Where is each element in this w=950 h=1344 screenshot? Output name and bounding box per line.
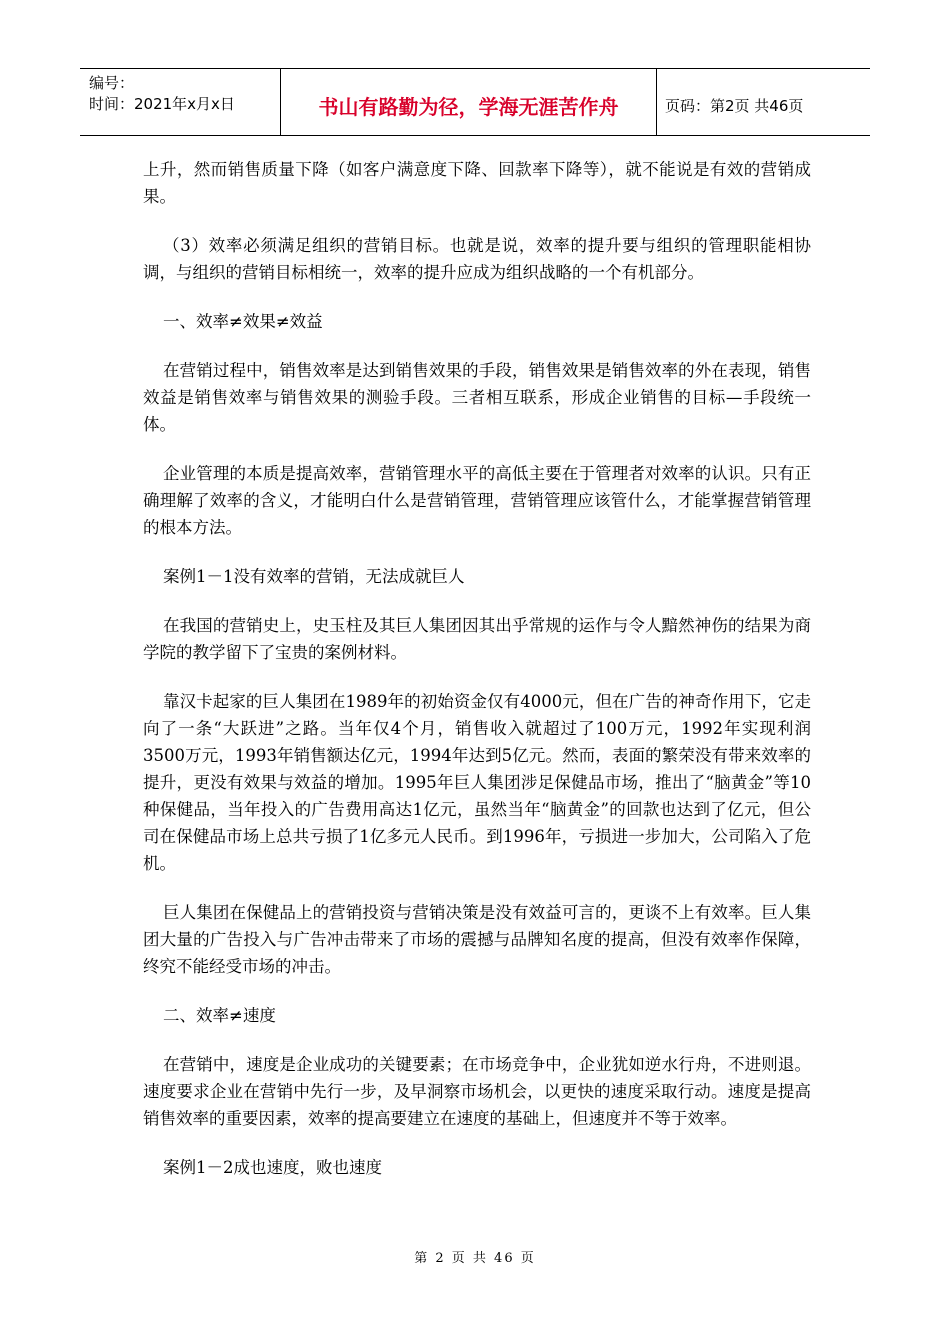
header-page-info: 页码：第2页 共46页 <box>665 96 804 115</box>
case-heading-1-1: 案例1－1没有效率的营销，无法成就巨人 <box>163 567 465 586</box>
section-heading-2: 二、效率≠速度 <box>163 1006 276 1025</box>
document-body <box>143 156 811 1203</box>
document-date: 时间：2021年x月x日 <box>89 95 235 113</box>
section-heading-1: 一、效率≠效果≠效益 <box>163 312 323 331</box>
paragraph: 在营销过程中，销售效率是达到销售效果的手段，销售效果是销售效率的外在表现，销售效益是销售效率与销售效果的测验手段。三者相互联系，形成企业销售的目标—手段统一体。 <box>143 361 811 434</box>
paragraph-continuation: 上升，然而销售质量下降（如客户满意度下降、回款率下降等），就不能说是有效的营销成果。 <box>143 160 811 206</box>
case-heading-1-2: 案例1－2成也速度，败也速度 <box>163 1158 382 1177</box>
document-number-label: 编号： <box>89 74 135 92</box>
paragraph: 在营销中，速度是企业成功的关键要素；在市场竞争中，企业犹如逆水行舟，不进则退。速度要求企业在营销中先行一步，及早洞察市场机会，以更快的速度采取行动。速度是提高销售效率的重要因素，效率的提高要建立在速度的基础上，但速度并不等于效率。 <box>143 1055 811 1128</box>
paragraph: （3）效率必须满足组织的营销目标。也就是说，效率的提升要与组织的管理职能相协调，与组织的营销目标相统一，效率的提升应成为组织战略的一个有机部分。 <box>143 236 811 282</box>
paragraph: 企业管理的本质是提高效率，营销管理水平的高低主要在于管理者对效率的认识。只有正确理解了效率的含义，才能明白什么是营销管理，营销管理应该管什么，才能掌握营销管理的根本方法。 <box>143 464 811 537</box>
header-meta <box>80 69 281 135</box>
paragraph: 巨人集团在保健品上的营销投资与营销决策是没有效益可言的，更谈不上有效率。巨人集团大量的广告投入与广告冲击带来了市场的震撼与品牌知名度的提高，但没有效率作保障，终究不能经受市场的冲击。 <box>143 903 811 976</box>
paragraph: 靠汉卡起家的巨人集团在1989年的初始资金仅有4000元，但在广告的神奇作用下，它走向了一条“大跃进”之路。当年仅4个月，销售收入就超过了100万元，1992年实现利润3500万元，1993年销售额达亿元，1994年达到5亿元。然而，表面的繁荣没有带来效率的提升，更没有效果与效益的增加。1995年巨人集团涉足保健品市场，推出了“脑黄金”等10种保健品，当年投入的广告费用高达1亿元，虽然当年“脑黄金”的回款也达到了亿元，但公司在保健品市场上总共亏损了1亿多元人民币。到1996年，亏损进一步加大，公司陷入了危机。 <box>143 692 811 873</box>
page-header <box>80 68 870 136</box>
paragraph: 在我国的营销史上，史玉柱及其巨人集团因其出乎常规的运作与令人黯然神伤的结果为商学院的教学留下了宝贵的案例材料。 <box>143 616 811 662</box>
page-footer: 第 2 页 共 46 页 <box>414 1251 536 1266</box>
header-motto: 书山有路勤为径，学海无涯苦作舟 <box>281 69 657 135</box>
